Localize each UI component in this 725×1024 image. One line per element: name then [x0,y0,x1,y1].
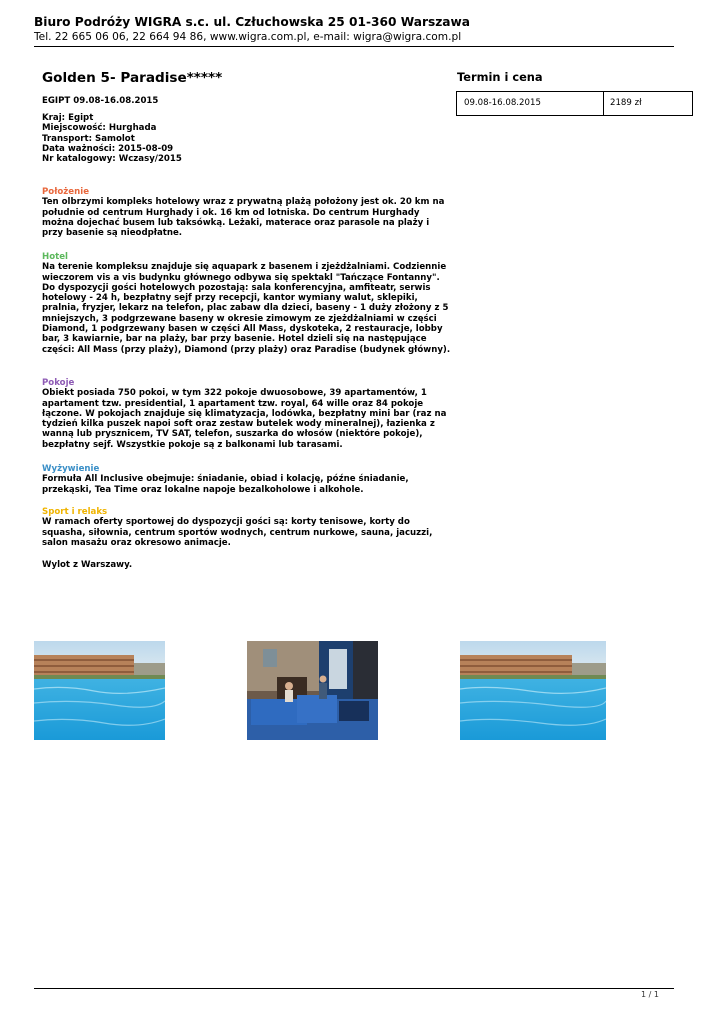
section-heading: Hotel [42,252,68,262]
section-sport [42,507,452,548]
header [34,14,674,45]
price-amount: 2189 zł [610,98,642,108]
offer-subtitle: EGIPT 09.08-16.08.2015 [42,96,159,106]
hotel-room-photo[interactable] [247,641,378,740]
info-catalog-number: Nr katalogowy: Wczasy/2015 [42,154,182,165]
pool-photo-image [34,641,165,740]
section-text: Obiekt posiada 750 pokoi, w tym 322 pokoje dwuosobowe, 39 apartamentów, 1 apartament tzw. presidential, 1 apartament tzw. royal, 64 wille oraz 84 pokoje łączone. W pokojach znajduje się klimatyzacja, lodówka, bezpłatny mini bar (raz na tydzień kilka puszek napoi soft oraz zestaw butelek wody mineralnej), łazienka z wanną lub prysznicem, TV SAT, telefon, suszarka do włosów (niektóre pokoje), bezpłatny sejf. Wszystkie pokoje są z balkonami lub tarasami. [42,388,447,450]
section-text: Na terenie kompleksu znajduje się aquapark z basenem i zjeżdżalniami. Codziennie wieczorem vis a vis budynku głównego odbywa się spektakl "Tańczące Fontanny". Do dyspozycji gości hotelowych pozostają: sala konferencyjna, amfiteatr, serwis hotelowy - 24 h, bezpłatny sejf przy recepcji, kantor wymiany walut, sklepiki, pralnia, fryzjer, lekarz na telefon, plac zabaw dla dzieci, baseny - 1 duży złożony z 5 mniejszych, 3 podgrzewane baseny w okresie zimowym ze zjeżdżalniami w części Diamond, 1 podgrzewany basen w części All Mass, dyskoteka, 2 restauracje, lobby bar, 3 kawiarnie, bar na plaży, bar przy basenie. Hotel dzieli się na następujące części: All Mass (przy plaży), Diamond (przy plaży) oraz Paradise (budynek główny). [42,262,451,355]
price-term: 09.08-16.08.2015 [457,92,604,115]
price-table [456,91,693,116]
section-heading: Sport i relaks [42,507,108,517]
section-wyzywienie [42,464,452,495]
section-text: Ten olbrzymi kompleks hotelowy wraz z prywatną plażą położony jest ok. 20 km na południe od centrum Hurghady i ok. 16 km od lotniska. Do centrum Hurghady można dojechać busem lub taksówką. Leżaki, materace oraz parasole na plaży i przy basenie są nieodpłatne. [42,197,445,239]
pool-photo-image [460,641,606,740]
offer-info [42,113,182,164]
section-text: W ramach oferty sportowej do dyspozycji gości są: korty tenisowe, korty do squasha, siłownia, centrum sportów wodnych, centrum nurkowe, sauna, jacuzzi, salon masażu oraz okresowo animacje. [42,517,433,548]
info-valid-date: Data ważności: 2015-08-09 [42,143,174,154]
company-contact: Tel. 22 665 06 06, 22 664 94 86, www.wigra.com.pl, e-mail: wigra@wigra.com.pl [34,31,462,43]
hotel-pool-photo[interactable] [34,641,165,740]
price-heading: Termin i cena [457,70,543,84]
company-name: Biuro Podróży WIGRA s.c. ul. Człuchowska 25 01-360 Warszawa [34,15,471,29]
section-heading: Wyżywienie [42,464,100,474]
offer-title: Golden 5- Paradise***** [42,70,223,86]
section-polozenie [42,187,452,238]
departure-note: Wylot z Warszawy. [42,560,133,570]
section-hotel [42,252,452,355]
room-photo-image [247,641,378,740]
section-heading: Pokoje [42,378,75,388]
page-number: 1 / 1 [641,990,659,999]
hotel-pool-photo[interactable] [460,641,606,740]
section-pokoje [42,378,452,450]
section-text: Formuła All Inclusive obejmuje: śniadanie, obiad i kolację, późne śniadanie, przekąski, Tea Time oraz lokalne napoje bezalkoholowe i alkohole. [42,474,409,495]
footer-divider [34,988,674,989]
section-heading: Położenie [42,187,90,197]
info-city: Miejscowość: Hurghada [42,123,157,134]
info-transport: Transport: Samolot [42,133,135,144]
header-divider [34,46,674,47]
info-country: Kraj: Egipt [42,113,94,123]
